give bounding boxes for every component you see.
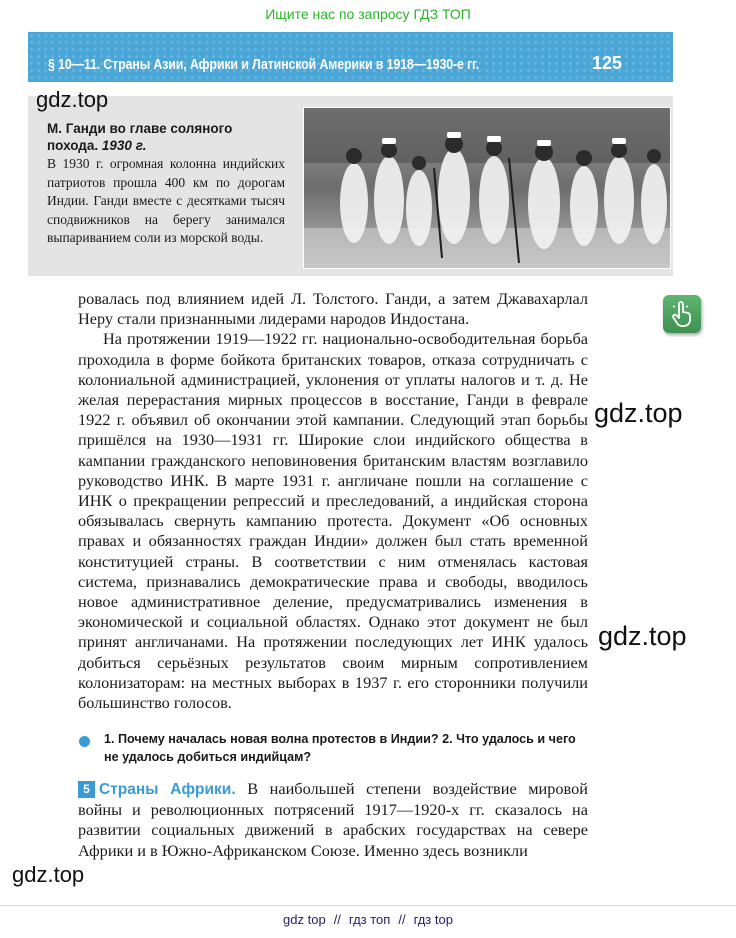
- hand-pointer-icon: [670, 301, 694, 327]
- running-header-title: § 10—11. Страны Азии, Африки и Латинской Америки в 1918—1930-е гг.: [48, 57, 480, 73]
- section-number-badge: 5: [78, 781, 95, 798]
- caption-title: [47, 120, 277, 154]
- body-text: [78, 289, 588, 713]
- top-search-link[interactable]: Ищите нас по запросу ГДЗ ТОП: [265, 6, 471, 22]
- review-questions: 1. Почему началась новая волна протестов в Индии? 2. Что удалось и чего не удалось добиться индийцам?: [104, 732, 576, 764]
- section-title: Страны Африки.: [99, 781, 236, 798]
- question-bullet-icon: [79, 736, 90, 747]
- section-text: В наибольшей степени воздействие мировой войны и революционных потрясений 1917—1920-х гг. сказалось на развитии социальных движений в арабских государствах на севере Африки и в Южно-Африканском Союзе. Именно здесь возникли: [78, 779, 588, 860]
- footer-divider: [0, 905, 736, 906]
- watermark: gdz.top: [594, 398, 683, 428]
- footer-link-gdz-top[interactable]: gdz top: [283, 912, 326, 927]
- watermark: gdz.top: [12, 862, 85, 887]
- page-number: 125: [592, 53, 623, 73]
- section-paragraph: [78, 779, 588, 861]
- footer-separator: //: [333, 912, 341, 927]
- caption-title-text: М. Ганди во главе соляного похода.: [47, 121, 233, 153]
- interactive-task-button[interactable]: [663, 295, 701, 333]
- photo-illustration: [304, 108, 671, 269]
- footer-link-gdz-top-mixed[interactable]: гдз top: [413, 912, 453, 927]
- footer-links: [0, 912, 736, 927]
- gandhi-salt-march-photo: [303, 107, 671, 269]
- watermark: gdz.top: [598, 621, 687, 651]
- caption-text: В 1930 г. огромная колонна индийских патриотов прошла 400 км по дорогам Индии. Ганди вместе с десятками тысяч сподвижников на берегу занимался выпариванием соли из морской воды.: [47, 156, 285, 246]
- footer-link-gdz-top-ru[interactable]: гдз топ: [348, 912, 391, 927]
- caption-year: 1930 г.: [101, 138, 147, 153]
- body-paragraph-2: На протяжении 1919—1922 гг. национально-освободительная борьба проходила в форме бойкота британских товаров, отказа сотрудничать с колониальной администрацией, уклонения от уплаты налогов и т. д. Не желая перерастания мирных процессов в восстание, Ганди в феврале 1922 г. объявил об окончании этой кампании. Следующий этап борьбы пришёлся на 1930—1931 гг. Широкие слои индийского общества в кампании гражданского неповиновения британским властям возглавило руководство ИНК. В марте 1931 г. англичане пошли на соглашение с ИНК о прекращении репрессий и преследований, а индийская сторона обязывалась свернуть кампанию протеста. Документ «Об основных правах и обязанностях граждан Индии» должен был стать временной конституцией страны. В соответствии с ним отменялась кастовая система, признавались демократические права и свободы, вводилось новое административное деление, предусматривались изменения в экономической и социальной областях. Однако этот документ не был принят англичанами. На протяжении последующих лет ИНК удалось добиться серьёзных результатов своим мирным сопротивлением колонизаторам: на местных выборах в 1937 г. его сторонники получили большинство голосов.: [78, 329, 588, 713]
- body-paragraph-1: ровалась под влиянием идей Л. Толстого. Ганди, а затем Джавахарлал Неру стали признанными лидерами народов Индостана.: [78, 289, 588, 329]
- footer-separator: //: [398, 912, 406, 927]
- watermark: gdz.top: [36, 87, 109, 112]
